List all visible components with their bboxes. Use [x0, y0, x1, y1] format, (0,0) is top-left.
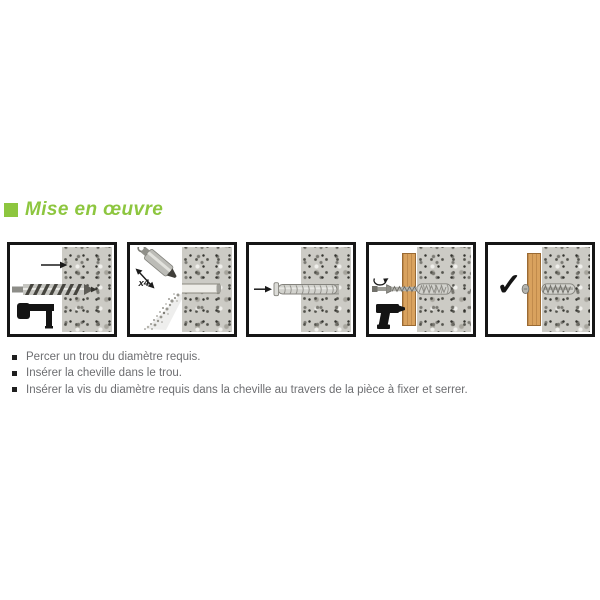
step-4-art	[371, 247, 471, 332]
step-2-clean-hole-panel	[127, 242, 237, 337]
step-2-canvas	[132, 247, 232, 332]
step-1-art	[12, 247, 112, 332]
step-3-art	[251, 247, 351, 332]
dust-particles	[144, 293, 182, 330]
drilled-hole	[182, 284, 221, 293]
instruction-item	[12, 365, 468, 381]
checkmark-icon: ✓	[496, 267, 522, 302]
repeat-count-label: x4	[138, 278, 150, 289]
step-5-complete-panel	[485, 242, 595, 337]
step-2-art	[132, 247, 232, 332]
instructions-list	[12, 349, 468, 398]
wall-plug-icon	[542, 284, 575, 294]
step-1-canvas	[12, 247, 112, 332]
driver-bit-icon	[372, 286, 387, 292]
step-3-insert-plug-panel	[246, 242, 356, 337]
step-5-canvas	[490, 247, 590, 332]
step-4-drive-screw-panel	[366, 242, 476, 337]
bullet-square-icon	[12, 371, 17, 376]
arrow-right-icon	[254, 286, 272, 293]
step-1-drill-hole-panel	[7, 242, 117, 337]
section-header	[4, 200, 163, 219]
bullet-square-icon	[12, 355, 17, 360]
instruction-item	[12, 382, 468, 398]
screw-head-icon	[522, 284, 529, 293]
arrow-right-icon	[41, 262, 68, 269]
instruction-text: Insérer la cheville dans le trou.	[26, 367, 182, 380]
instruction-item	[12, 349, 468, 365]
rotation-arrow-icon	[374, 278, 388, 285]
screwdriver-icon	[376, 304, 405, 329]
wall-plug-icon	[274, 283, 337, 296]
instruction-text: Percer un trou du diamètre requis.	[26, 351, 201, 363]
instruction-text: Insérer la vis du diamètre requis dans la cheville au travers de la pièce à fixer et serrer.	[26, 383, 468, 396]
step-3-canvas	[251, 247, 351, 332]
blow-pump-icon	[134, 247, 179, 282]
section-bullet-square-icon	[4, 203, 18, 217]
steps-row	[7, 242, 595, 337]
drill-bit-icon	[12, 284, 97, 295]
hammer-drill-icon	[17, 303, 54, 329]
bullet-square-icon	[12, 387, 17, 392]
section-title: Mise en œuvre	[25, 199, 164, 220]
step-4-canvas	[371, 247, 471, 332]
